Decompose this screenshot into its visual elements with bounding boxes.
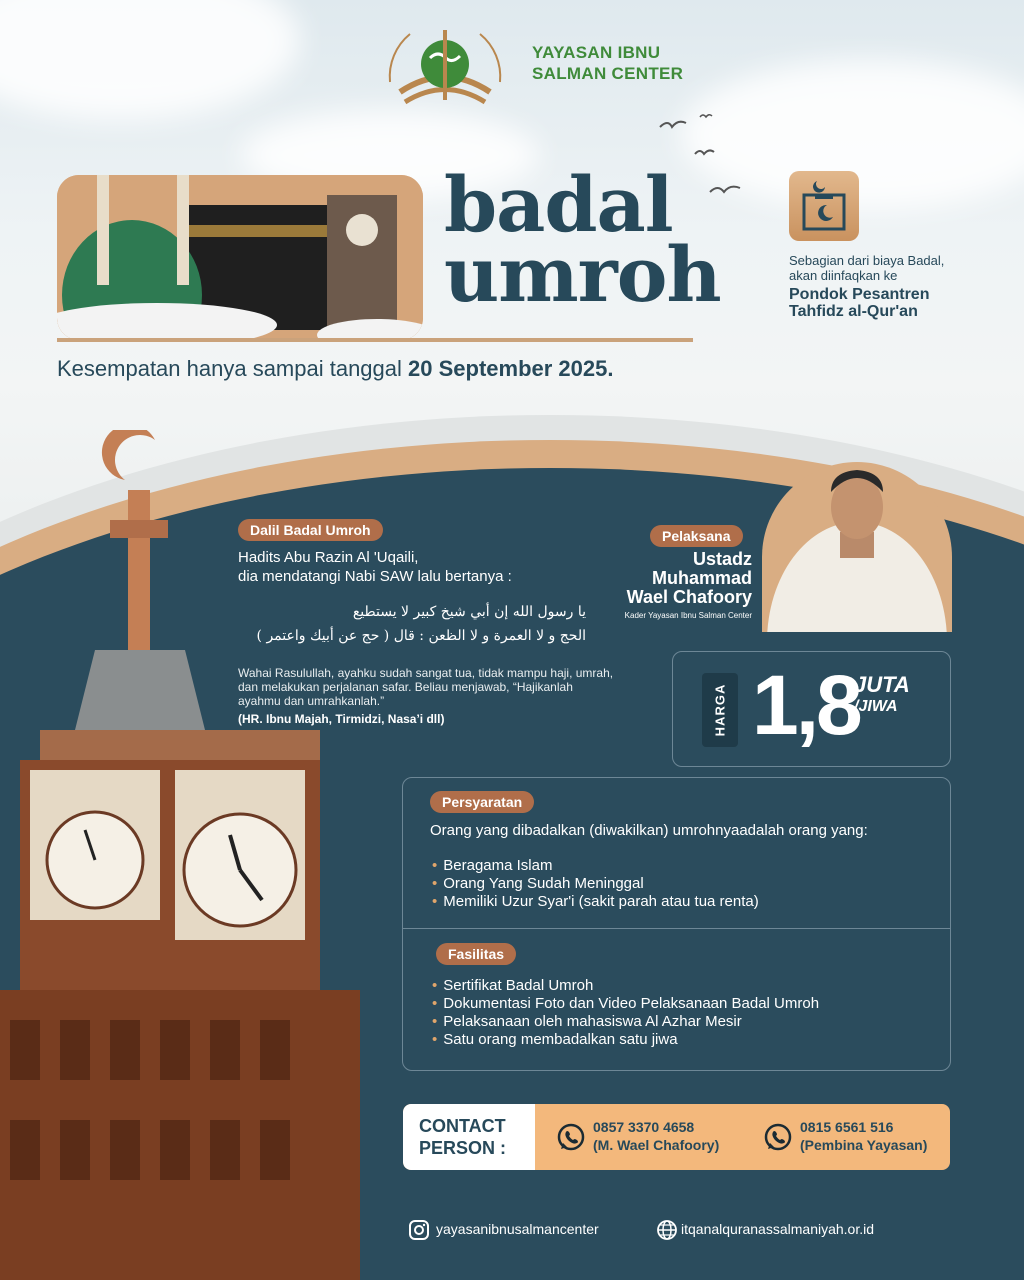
globe-icon[interactable] <box>656 1219 678 1241</box>
pelaksana-name-line3: Wael Chafoory <box>626 587 752 607</box>
price-label-box <box>702 673 738 747</box>
persyaratan-intro: Orang yang dibadalkan (diwakilkan) umrohnyaadalah orang yang: <box>430 822 868 839</box>
website-link[interactable]: itqanalquranassalmaniyah.or.id <box>681 1221 875 1237</box>
instagram-icon[interactable] <box>408 1219 430 1241</box>
fasilitas-badge: Fasilitas <box>436 943 516 965</box>
list-item: • Sertifikat Badal Umroh <box>432 977 819 995</box>
pelaksana-badge: Pelaksana <box>650 525 743 547</box>
foundation-name-line2: SALMAN CENTER <box>532 64 684 83</box>
contact-label-line2: PERSON : <box>419 1138 507 1158</box>
instagram-handle[interactable]: yayasanibnusalmancenter <box>436 1221 599 1237</box>
page-title <box>444 160 721 319</box>
pelaksana-name-line2: Muhammad <box>651 568 752 588</box>
dalil-heading-line2: dia mendatangi Nabi SAW lalu bertanya : <box>238 568 512 585</box>
infaq-line1: Sebagian dari biaya Badal, <box>789 253 945 268</box>
hadith-reference: (HR. Ibnu Majah, Tirmidzi, Nasa’i dll) <box>238 712 445 726</box>
pelaksana-name <box>600 550 752 607</box>
price-amount: 1,8 <box>752 658 860 752</box>
contact-label-line1: CONTACT <box>419 1116 506 1136</box>
contact-1-phone[interactable]: 0857 3370 4658 <box>593 1119 695 1135</box>
price-per: /JIWA <box>854 698 898 715</box>
contact-2-phone[interactable]: 0815 6561 516 <box>800 1119 894 1135</box>
panel-divider <box>402 928 951 929</box>
infaq-line2: akan diinfaqkan ke <box>789 268 898 283</box>
title-line2: umroh <box>444 230 721 319</box>
donation-box-icon <box>789 171 859 241</box>
hadith-translation: Wahai Rasulullah, ayahku sudah sangat tua, tidak mampu haji, umrah, dan melakukan perjalanan safar. Beliau menjawab, “Hajikanlah ayahmu dan umrahkanlah.” <box>238 666 614 708</box>
contact-bar <box>403 1104 950 1170</box>
title-line1: badal <box>444 160 673 249</box>
hadith-arabic-line1: يا رسول الله إن أبي شيخ كبير لا يستطيع <box>352 604 586 620</box>
foundation-name <box>532 42 683 84</box>
persyaratan-list <box>432 857 759 911</box>
persyaratan-badge: Persyaratan <box>430 791 534 813</box>
price-unit: JUTA <box>854 672 910 697</box>
infaq-target-line1: Pondok Pesantren <box>789 286 930 303</box>
list-item: • Beragama Islam <box>432 857 759 875</box>
contact-label <box>403 1104 535 1170</box>
dalil-badge: Dalil Badal Umroh <box>238 519 383 541</box>
contact-1-name: (M. Wael Chafoory) <box>593 1137 720 1153</box>
list-item: • Pelaksanaan oleh mahasiswa Al Azhar Mesir <box>432 1013 819 1031</box>
price-label: HARGA <box>712 683 728 737</box>
dalil-heading <box>238 548 512 586</box>
hadith-arabic <box>238 600 586 648</box>
deadline-text <box>57 356 614 382</box>
whatsapp-icon[interactable] <box>556 1122 586 1152</box>
deadline-date: 20 September 2025. <box>408 356 614 381</box>
pelaksana-subtitle: Kader Yayasan Ibnu Salman Center <box>624 611 752 620</box>
deadline-prefix: Kesempatan hanya sampai tanggal <box>57 356 402 381</box>
contact-2-name: (Pembina Yayasan) <box>800 1137 928 1153</box>
contact-2[interactable] <box>800 1118 927 1154</box>
cloud <box>0 0 300 120</box>
foundation-name-line1: YAYASAN IBNU <box>532 43 661 62</box>
infaq-target-line2: Tahfidz al-Qur'an <box>789 303 918 320</box>
dalil-heading-line1: Hadits Abu Razin Al 'Uqaili, <box>238 549 419 566</box>
list-item: • Dokumentasi Foto dan Video Pelaksanaan Badal Umroh <box>432 995 819 1013</box>
infaq-target <box>789 285 944 321</box>
holy-sites-illustration <box>57 175 423 340</box>
infaq-note <box>789 253 944 321</box>
hadith-arabic-line2: الحج و لا العمرة و لا الظعن : قال ( حج عن أبيك واعتمر ) <box>256 628 586 644</box>
list-item: • Orang Yang Sudah Meninggal <box>432 875 759 893</box>
list-item: • Memiliki Uzur Syar'i (sakit parah atau tua renta) <box>432 893 759 911</box>
fasilitas-list <box>432 977 819 1049</box>
list-item: • Satu orang membadalkan satu jiwa <box>432 1031 819 1049</box>
contact-1[interactable] <box>593 1118 719 1154</box>
pelaksana-name-line1: Ustadz <box>692 549 752 569</box>
hero-divider <box>57 338 693 342</box>
whatsapp-icon[interactable] <box>763 1122 793 1152</box>
foundation-logo <box>380 22 510 112</box>
